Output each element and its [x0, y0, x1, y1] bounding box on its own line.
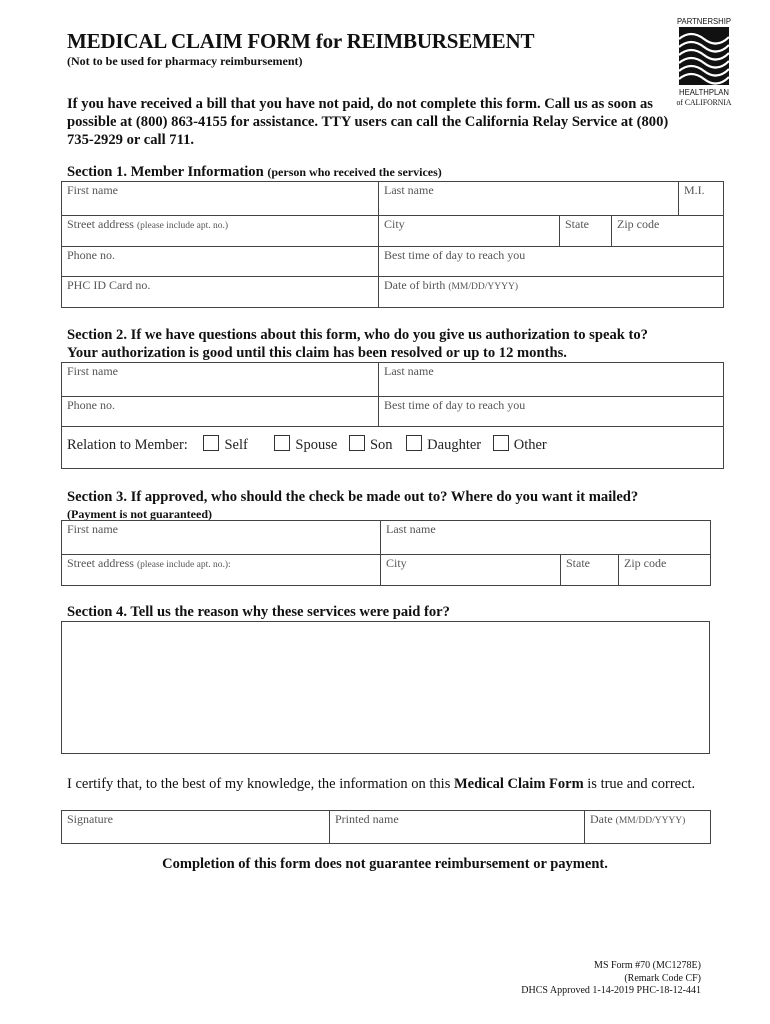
s2-row-phone: [62, 396, 723, 427]
s1-mi-field[interactable]: [678, 182, 723, 215]
s3-row-address: [62, 554, 710, 585]
certify-text-bold: Medical Claim Form: [453, 776, 584, 792]
s1-state-label: State: [565, 217, 589, 231]
section1-title-text: Section 1. Member Information: [67, 164, 264, 180]
section2-title-line1: Section 2. If we have questions about this form, who do you give us authorization to speak to?: [67, 327, 648, 343]
s1-first-name-label: First name: [67, 183, 118, 197]
reason-textarea[interactable]: [61, 621, 710, 754]
signature-grid: [61, 810, 711, 844]
relation-option-spouse[interactable]: [274, 435, 337, 454]
signature-row: [62, 811, 710, 843]
s1-street-label: [67, 217, 228, 232]
s1-dob-text: Date of birth: [384, 278, 446, 292]
s3-last-name-label: Last name: [386, 522, 436, 536]
s1-first-name-field[interactable]: [62, 182, 378, 215]
s3-street-label: [67, 556, 231, 571]
printed-name-field[interactable]: [329, 811, 585, 843]
s2-best-time-field[interactable]: [378, 397, 723, 427]
relation-option-other[interactable]: [493, 435, 547, 454]
s3-street-field[interactable]: [62, 555, 380, 585]
section3-title: Section 3. If approved, who should the check be made out to? Where do you want it mailed?: [67, 489, 639, 505]
s2-row-relation: [62, 426, 723, 468]
s3-street-hint: (please include apt. no.):: [136, 560, 231, 570]
s3-zip-field[interactable]: [618, 555, 710, 585]
signature-field[interactable]: [62, 811, 329, 843]
s3-row-name: [62, 521, 710, 554]
son-checkbox[interactable]: [349, 435, 365, 451]
s1-state-field[interactable]: [559, 216, 612, 247]
s1-phc-id-label: PHC ID Card no.: [67, 278, 151, 292]
relation-other-label: Other: [513, 437, 547, 453]
self-checkbox[interactable]: [203, 435, 219, 451]
s3-zip-label: Zip code: [624, 556, 667, 570]
section2-grid: [61, 362, 724, 469]
s2-best-time-label: Best time of day to reach you: [384, 398, 526, 412]
footer-remark-code: (Remark Code CF): [624, 972, 701, 984]
s1-dob-field[interactable]: [378, 277, 723, 307]
section1-title: [67, 164, 442, 181]
spouse-checkbox[interactable]: [274, 435, 290, 451]
s1-phc-id-field[interactable]: [62, 277, 378, 307]
s2-first-name-field[interactable]: [62, 363, 378, 396]
section2-title-line2: Your authorization is good until this claim has been resolved or up to 12 months.: [67, 345, 567, 361]
form-subtitle: (Not to be used for pharmacy reimbursement): [67, 54, 303, 68]
relation-option-son[interactable]: [349, 435, 393, 454]
s1-street-field[interactable]: [62, 216, 378, 247]
signature-label: Signature: [67, 812, 113, 826]
section1-note: (person who received the services): [267, 165, 442, 179]
intro-notice: If you have received a bill that you have not paid, do not complete this form. Call us as soon as possible at (800) 863-4155 for assistance. TTY users can call the California Relay Service at (800) 735-2929 or call 711.: [67, 96, 669, 148]
relation-to-member: [67, 435, 557, 454]
relation-daughter-label: Daughter: [427, 437, 482, 453]
form-footer: [521, 960, 701, 998]
footer-form-number: MS Form #70 (MC1278E): [594, 960, 701, 971]
certify-text-before: I certify that, to the best of my knowledge, the information on this: [67, 776, 454, 792]
s1-street-text: Street address: [67, 217, 134, 231]
date-field[interactable]: [584, 811, 710, 843]
s1-city-label: City: [384, 217, 405, 231]
s1-row-id: [62, 276, 723, 307]
s1-dob-hint: (MM/DD/YYYY): [448, 282, 518, 292]
s1-zip-label: Zip code: [617, 217, 660, 231]
section1-grid: [61, 181, 724, 308]
completion-notice: Completion of this form does not guarantee reimbursement or payment.: [162, 856, 608, 872]
date-label: [590, 812, 685, 827]
s2-phone-label: Phone no.: [67, 398, 115, 412]
printed-name-label: Printed name: [335, 812, 399, 826]
s1-mi-label: M.I.: [684, 183, 705, 197]
logo-text-middle: HEALTHPLAN: [679, 88, 730, 97]
section3-grid: [61, 520, 711, 586]
footer-approval: DHCS Approved 1-14-2019 PHC-18-12-441: [521, 985, 701, 996]
s1-street-hint: (please include apt. no.): [136, 221, 228, 231]
s3-state-label: State: [566, 556, 590, 570]
s2-last-name-field[interactable]: [378, 363, 723, 396]
relation-self-label: Self: [224, 437, 248, 453]
certification-statement: [67, 775, 707, 793]
partnership-healthplan-logo: [676, 15, 732, 107]
relation-son-label: Son: [369, 437, 393, 453]
date-text: Date: [590, 812, 613, 826]
date-hint: (MM/DD/YYYY): [615, 816, 686, 826]
logo-text-top: PARTNERSHIP: [677, 17, 731, 26]
s2-last-name-label: Last name: [384, 364, 434, 378]
s1-best-time-field[interactable]: [378, 247, 723, 277]
logo-text-bottom: of CALIFORNIA: [676, 98, 732, 107]
form-title: MEDICAL CLAIM FORM for REIMBURSEMENT: [67, 29, 535, 53]
s3-first-name-field[interactable]: [62, 521, 380, 554]
s1-last-name-label: Last name: [384, 183, 434, 197]
s3-last-name-field[interactable]: [380, 521, 710, 554]
s1-city-field[interactable]: [378, 216, 560, 247]
section4-title: Section 4. Tell us the reason why these services were paid for?: [67, 604, 450, 620]
s3-city-label: City: [386, 556, 407, 570]
s3-first-name-label: First name: [67, 522, 118, 536]
s3-street-text: Street address: [67, 556, 134, 570]
s2-first-name-label: First name: [67, 364, 118, 378]
s1-row-name: [62, 182, 723, 215]
s2-row-name: [62, 363, 723, 396]
s1-best-time-label: Best time of day to reach you: [384, 248, 526, 262]
relation-label: Relation to Member:: [67, 437, 188, 453]
relation-spouse-label: Spouse: [295, 437, 338, 453]
s1-row-phone: [62, 246, 723, 277]
other-checkbox[interactable]: [493, 435, 509, 451]
section3-note: (Payment is not guaranteed): [67, 507, 212, 521]
s1-dob-label: [384, 278, 518, 293]
relation-option-self[interactable]: [203, 435, 247, 454]
daughter-checkbox[interactable]: [406, 435, 422, 451]
s1-zip-field[interactable]: [611, 216, 723, 247]
s2-phone-field[interactable]: [62, 397, 378, 427]
s3-city-field[interactable]: [380, 555, 561, 585]
certify-text-after: is true and correct.: [583, 776, 696, 792]
relation-option-daughter[interactable]: [406, 435, 481, 454]
s1-phone-label: Phone no.: [67, 248, 115, 262]
s1-row-address: [62, 215, 723, 247]
s1-last-name-field[interactable]: [378, 182, 679, 215]
s3-state-field[interactable]: [560, 555, 619, 585]
s1-phone-field[interactable]: [62, 247, 378, 277]
